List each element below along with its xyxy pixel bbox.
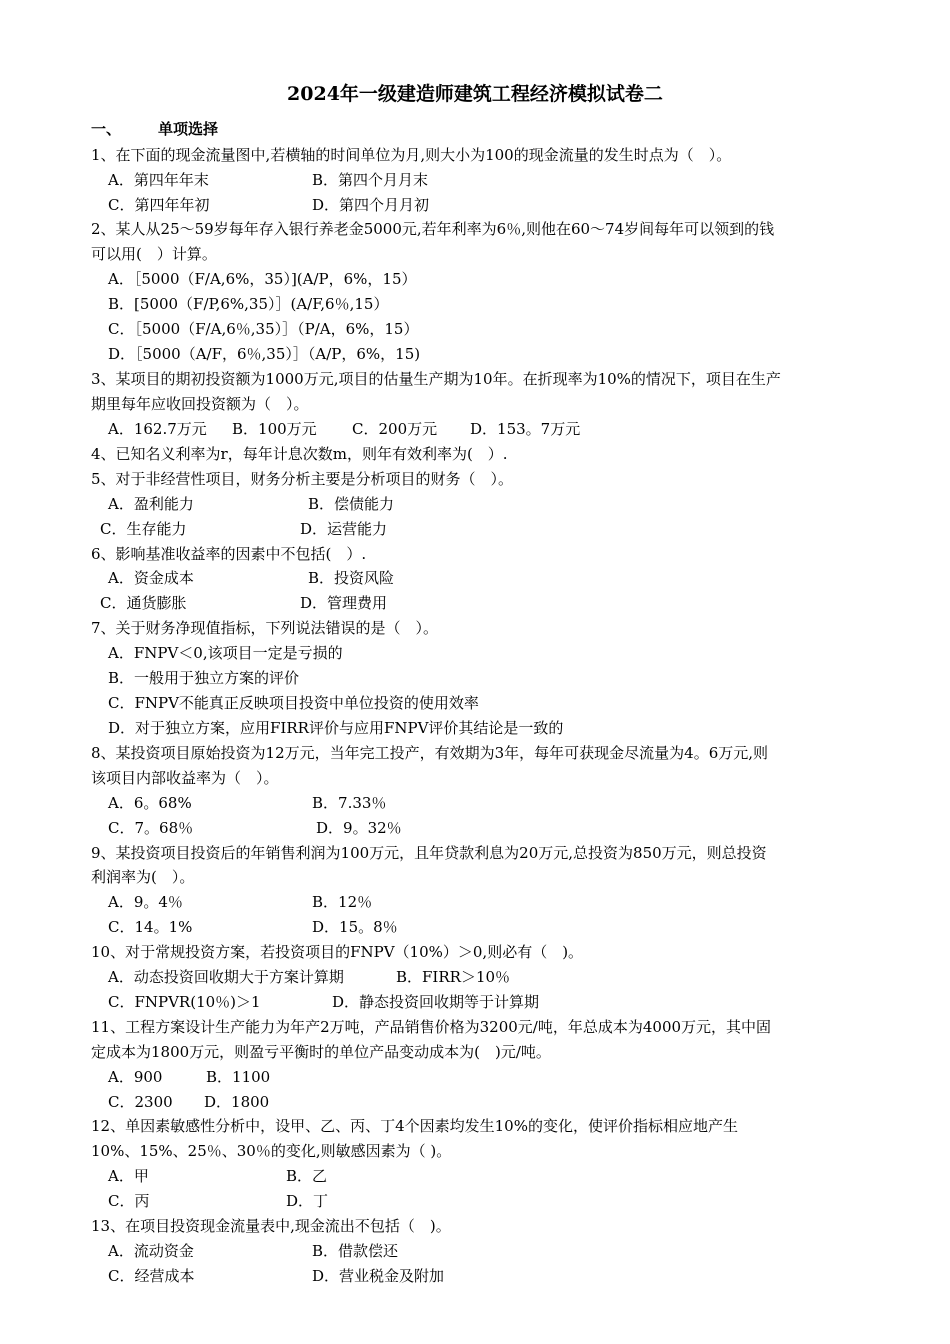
question-6-option-c: C．通货膨胀 [100, 594, 187, 612]
question-7-option-c: C．FNPV不能真正反映项目投资中单位投资的使用效率 [108, 694, 479, 712]
question-13-option-c: C．经营成本 [108, 1267, 195, 1285]
question-13-stem: 13、在项目投资现金流量表中,现金流出不包括（ )。 [91, 1217, 451, 1235]
question-6-option-d: D．管理费用 [300, 594, 388, 612]
question-3-option-c: C．200万元 [352, 420, 438, 438]
question-5-option-d: D．运营能力 [300, 520, 388, 538]
question-5-option-b: B．偿债能力 [308, 495, 395, 513]
question-9-option-c: C．14。1% [108, 918, 193, 936]
question-6-stem: 6、影响基准收益率的因素中不包括( ）. [91, 545, 367, 563]
question-12-stem: 12、单因素敏感性分析中，设甲、乙、丙、丁4个因素均发生10%的变化，使评价指标相应地产生 [91, 1117, 738, 1135]
question-10-option-a: A．动态投资回收期大于方案计算期 [108, 968, 344, 986]
question-2-option-d: D．［5000（A/F，6％,35）］（A/P，6%，15) [108, 345, 421, 363]
question-13-option-d: D．营业税金及附加 [312, 1267, 445, 1285]
question-5-option-c: C．生存能力 [100, 520, 187, 538]
question-12-option-a: A．甲 [108, 1167, 149, 1185]
section-label: 单项选择 [158, 120, 219, 138]
question-8-option-b: B．7.33％ [312, 794, 387, 812]
question-12-option-b: B．乙 [286, 1167, 328, 1185]
question-2-option-b: B．[5000（F/P,6%,35）］(A/F,6％,15） [108, 295, 389, 313]
question-9-stem-cont: 利润率为( ）。 [91, 868, 195, 886]
question-9-option-a: A．9。4％ [108, 893, 183, 911]
question-8-stem-cont: 该项目内部收益率为（ ）。 [91, 769, 279, 787]
section-number: 一、 [91, 120, 122, 138]
question-8-option-d: D．9。32％ [316, 819, 402, 837]
question-2-stem: 2、某人从25～59岁每年存入银行养老金5000元,若年利率为6％,则他在60～74岁间每年可以领到的钱 [91, 220, 775, 238]
question-9-stem: 9、某投资项目投资后的年销售利润为100万元，且年贷款利息为20万元,总投资为850万元，则总投资 [91, 844, 767, 862]
question-13-option-b: B．借款偿还 [312, 1242, 399, 1260]
question-11-stem: 11、工程方案设计生产能力为年产2万吨，产品销售价格为3200元/吨，年总成本为4000万元，其中固 [91, 1018, 772, 1036]
question-3-option-b: B．100万元 [232, 420, 317, 438]
question-10-option-b: B．FIRR＞10％ [396, 968, 511, 986]
question-1-option-a: A．第四年年末 [108, 171, 209, 189]
question-3-stem: 3、某项目的期初投资额为1000万元,项目的估量生产期为10年。在折现率为10%的情况下，项目在生产 [91, 370, 781, 388]
question-2-stem-cont: 可以用( ）计算。 [91, 245, 217, 263]
question-8-option-c: C．7。68％ [108, 819, 194, 837]
question-11-option-c: C．2300 [108, 1093, 173, 1111]
question-2-option-a: A．［5000（F/A,6%，35）](A/P，6%，15） [108, 270, 417, 288]
page-title: 2024年一级建造师建筑工程经济模拟试卷二 [287, 83, 663, 105]
question-7-option-d: D．对于独立方案，应用FIRR评价与应用FNPV评价其结论是一致的 [108, 719, 564, 737]
question-1-option-c: C．第四年年初 [108, 196, 210, 214]
question-11-option-d: D．1800 [204, 1093, 270, 1111]
question-12-stem-cont: 10%、15%、25％、30％的变化,则敏感因素为（ )。 [91, 1142, 452, 1160]
question-6-option-b: B．投资风险 [308, 569, 395, 587]
question-7-stem: 7、关于财务净现值指标，下列说法错误的是（ ）。 [91, 619, 439, 637]
question-8-option-a: A．6。68% [108, 794, 192, 812]
question-3-stem-cont: 期里每年应收回投资额为（ ）。 [91, 395, 309, 413]
question-5-stem: 5、对于非经营性项目，财务分析主要是分析项目的财务（ ）。 [91, 470, 514, 488]
question-7-option-a: A．FNPV＜0,该项目一定是亏损的 [108, 644, 343, 662]
question-3-option-a: A．162.7万元 [108, 420, 207, 438]
question-10-stem: 10、对于常规投资方案，若投资项目的FNPV（10%）＞0,则必有（ )。 [91, 943, 584, 961]
question-11-option-b: B．1100 [206, 1068, 271, 1086]
question-3-option-d: D．153。7万元 [470, 420, 581, 438]
question-9-option-b: B．12％ [312, 893, 373, 911]
question-7-option-b: B．一般用于独立方案的评价 [108, 669, 300, 687]
question-13-option-a: A．流动资金 [108, 1242, 194, 1260]
question-6-option-a: A．资金成本 [108, 569, 194, 587]
question-5-option-a: A．盈利能力 [108, 495, 194, 513]
question-12-option-c: C．丙 [108, 1192, 150, 1210]
question-12-option-d: D．丁 [286, 1192, 329, 1210]
question-1-stem: 1、在下面的现金流量图中,若横轴的时间单位为月,则大小为100的现金流量的发生时点为（ ）。 [91, 146, 732, 164]
question-9-option-d: D．15。8％ [312, 918, 398, 936]
question-2-option-c: C．［5000（F/A,6％,35）］（P/A，6%，15） [108, 320, 419, 338]
question-11-stem-cont: 定成本为1800万元，则盈亏平衡时的单位产品变动成本为( )元/吨。 [91, 1043, 551, 1061]
question-4-stem: 4、已知名义利率为r，每年计息次数m，则年有效利率为( ）. [91, 445, 508, 463]
question-1-option-d: D．第四个月月初 [312, 196, 430, 214]
question-1-option-b: B．第四个月月末 [312, 171, 429, 189]
question-10-option-d: D．静态投资回收期等于计算期 [332, 993, 540, 1011]
question-11-option-a: A．900 [108, 1068, 163, 1086]
question-8-stem: 8、某投资项目原始投资为12万元，当年完工投产，有效期为3年，每年可获现金尽流量为4。6万元,则 [91, 744, 769, 762]
question-10-option-c: C．FNPVR(10％)＞1 [108, 993, 261, 1011]
